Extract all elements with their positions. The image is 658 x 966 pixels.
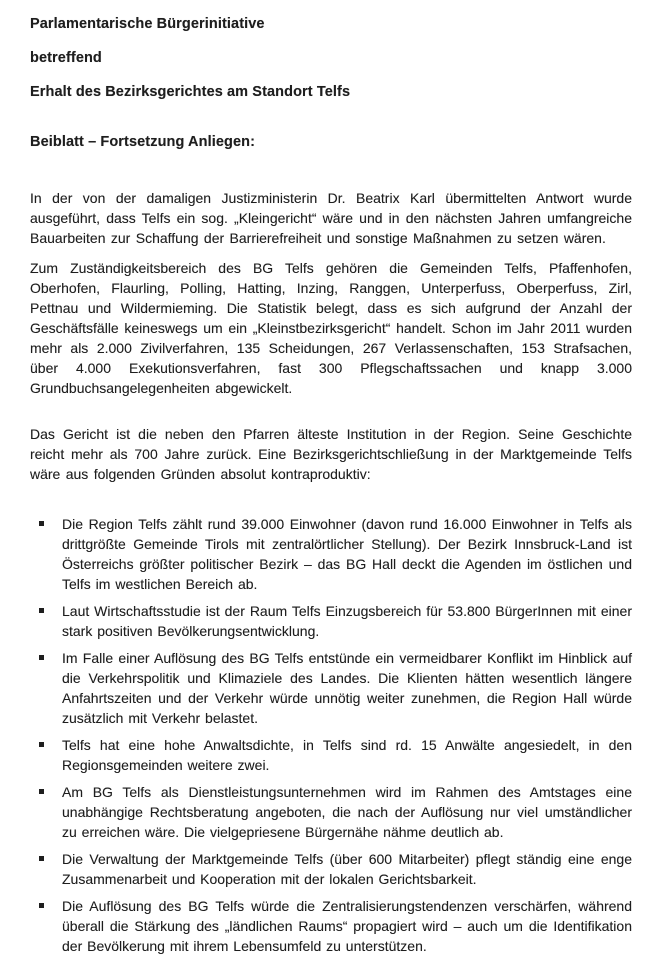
- bullet-text-rechtsberatung: Am BG Telfs als Dienstleistungsunternehmen wird im Rahmen des Amtstages eine unabhängige Rechtsberatung angeboten, die nach der Auflösung nur viel umständlicher zu erreichen wäre. Die vielgepriesene Bürgernähe nähme deutlich ab.: [62, 784, 632, 840]
- list-item: [30, 849, 632, 889]
- bullet-text-wirtschaftsstudie: Laut Wirtschaftsstudie ist der Raum Telfs Einzugsbereich für 53.800 BürgerInnen mit einer stark positiven Bevölkerungsentwicklung.: [62, 603, 632, 639]
- bullet-square-icon: [39, 608, 44, 613]
- bullet-square-icon: [39, 903, 44, 908]
- document-title-line-2: betreffend: [30, 50, 102, 66]
- bullet-square-icon: [39, 856, 44, 861]
- paragraph-zustaendigkeitsbereich: Zum Zuständigkeitsbereich des BG Telfs gehören die Gemeinden Telfs, Pfaffenhofen, Oberhofen, Flaurling, Polling, Hatting, Inzing, Ranggen, Unterperfuss, Oberperfuss, Zirl, Pettnau und Wildermieming. Die Statistik belegt, dass es sich aufgrund der Anzahl der Geschäftsfälle keineswegs um ein „Kleinstbezirksgericht“ handelt. Schon im Jahr 2011 wurden mehr als 2.000 Zivilverfahren, 135 Scheidungen, 267 Verlassenschaften, 153 Strafsachen, über 4.000 Exekutionsverfahren, fast 300 Pflegschaftssachen und knapp 3.000 Grundbuchsangelegenheiten abgewickelt.: [30, 260, 632, 396]
- bullet-text-verkehrspolitik: Im Falle einer Auflösung des BG Telfs entstünde ein vermeidbarer Konflikt im Hinblick auf die Verkehrspolitik und Klimaziele des Landes. Die Klienten hätten wesentlich längere Anfahrtszeiten und der Verkehr würde unnötig weiter zunehmen, die Region Hall würde zusätzlich mit Verkehr belastet.: [62, 650, 632, 726]
- list-item: [30, 735, 632, 775]
- list-item: [30, 514, 632, 594]
- paragraph-gericht-geschichte: Das Gericht ist die neben den Pfarren älteste Institution in der Region. Seine Geschichte reicht mehr als 700 Jahre zurück. Eine Bezirksgerichtschließung in der Marktgemeinde Telfs wäre aus folgenden Gründen absolut kontraproduktiv:: [30, 426, 632, 482]
- bullet-text-zentralisierung: Die Auflösung des BG Telfs würde die Zentralisierungstendenzen verschärfen, während überall die Stärkung des „ländlichen Raums“ propagiert wird – auch um die Identifikation der Bevölkerung mit ihrem Lebensumfeld zu unterstützen.: [62, 898, 632, 954]
- paragraph-answer-justizministerin: In der von der damaligen Justizministerin Dr. Beatrix Karl übermittelten Antwort wurde ausgeführt, dass Telfs ein sog. „Kleingericht“ wäre und in den nächsten Jahren umfangreiche Bauarbeiten zur Schaffung der Barrierefreiheit und sonstige Maßnahmen zu setzen wären.: [30, 190, 632, 246]
- bullet-square-icon: [39, 521, 44, 526]
- list-item: [30, 896, 632, 956]
- reasons-bullet-list: [30, 514, 632, 956]
- bullet-text-verwaltung-kooperation: Die Verwaltung der Marktgemeinde Telfs (über 600 Mitarbeiter) pflegt ständig eine enge Zusammenarbeit und Kooperation mit der lokalen Gerichtsbarkeit.: [62, 851, 632, 887]
- bullet-square-icon: [39, 742, 44, 747]
- bullet-text-anwaltsdichte: Telfs hat eine hohe Anwaltsdichte, in Telfs sind rd. 15 Anwälte angesiedelt, in den Regionsgemeinden weitere zwei.: [62, 737, 632, 773]
- list-item: [30, 782, 632, 842]
- section-heading: Beiblatt – Fortsetzung Anliegen:: [30, 134, 256, 150]
- document-title-line-3: Erhalt des Bezirksgerichtes am Standort Telfs: [30, 84, 351, 100]
- list-item: [30, 601, 632, 641]
- bullet-square-icon: [39, 789, 44, 794]
- document-title-line-1: Parlamentarische Bürgerinitiative: [30, 16, 265, 32]
- list-item: [30, 648, 632, 728]
- bullet-text-region-einwohner: Die Region Telfs zählt rund 39.000 Einwohner (davon rund 16.000 Einwohner in Telfs als drittgrößte Gemeinde Tirols mit zentralörtlicher Stellung). Der Bezirk Innsbruck-Land ist Österreichs größter politischer Bezirk – das BG Hall deckt die Agenden im östlichen und Telfs im westlichen Bereich ab.: [62, 516, 632, 592]
- bullet-square-icon: [39, 655, 44, 660]
